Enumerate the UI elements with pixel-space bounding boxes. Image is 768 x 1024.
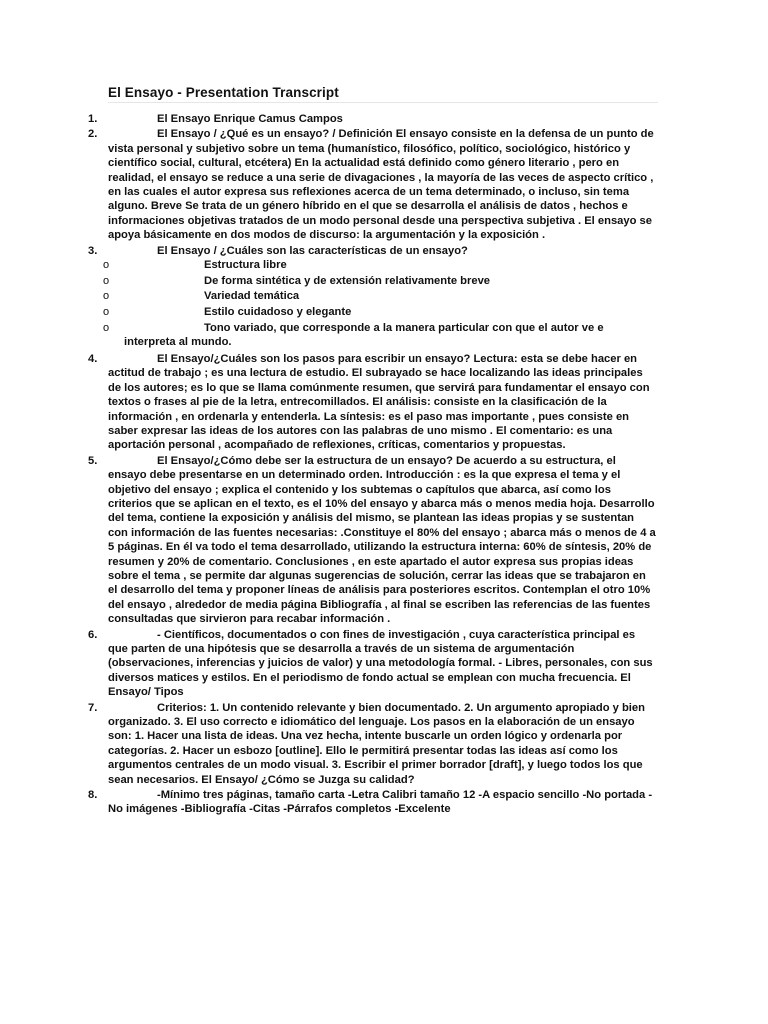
item-text: El Ensayo/¿Cómo debe ser la estructura de un ensayo? De acuerdo a su estructura, el ensayo debe presentarse en un determinado orden. Introducción : es la que expresa el tema y el objetivo del ensayo ; explica el contenido y los subtemas o capítulos que abarca, así como los criterios que se aplican en el texto, es el 10% del ensayo y abarca más o menos media hoja. Desarrollo del tema, contiene la exposición y análisis del mismo, se plantean las ideas propias y se sustentan con información de las fuentes necesarias: .Constituye el 80% del ensayo ; abarca más o menos de 4 a 5 páginas. En él va todo el tema desarrollado, utilizando la estructura interna: 60% de síntesis, 20% de resumen y 20% de comentario. Conclusiones , en este apartado el autor expresa sus propias ideas sobre el tema , se permite dar algunas sugerencias de solución, cerrar las ideas que se trabajaron en el desarrollo del tema y proponer líneas de análisis para posteriores escritos. Contemplan el otro 10% del ensayo , alrededor de media página Bibliografía , al final se escriben las referencias de las fuentes consultadas que sirvieron para recabar información . <box>108 454 656 626</box>
bullet-text: Tono variado, que corresponde a la manera particular con que el autor ve e interpreta al mundo. <box>124 322 604 349</box>
item-text: - Científicos, documentados o con fines de investigación , cuya característica principal es que parten de una hipótesis que se desarrolla a través de un sistema de argumentación (observaciones, inferencias y juicios de valor) y una metodología formal. - Libres, personales, con sus diversos matices y estilos. En el periodismo de fondo actual se emplean con mucha frecuencia. El Ensayo/ Tipos <box>108 628 653 699</box>
item-number: 5. <box>88 454 98 467</box>
bullet-item <box>0 321 768 350</box>
transcript-item-5 <box>0 454 768 627</box>
item-text: El Ensayo / ¿Qué es un ensayo? / Definición El ensayo consiste en la defensa de un punto de vista personal y subjetivo sobre un tema (humanístico, filosófico, político, sociológico, histórico y científico social, cultural, etcétera) En la actualidad está definido como género literario , pero en realidad, el ensayo se reduce a una serie de divagaciones , la mayoría de las veces de aspecto crítico , en las cuales el autor expresa sus reflexiones acerca de un tema determinado, o incluso, sin tema alguno. Breve Se trata de un género híbrido en el que se desarrolla el análisis de datos , hechos e informaciones objetivas tratados de un modo personal desde una perspectiva subjetiva . El ensayo se apoya básicamente en dos modos de discurso: la argumentación y la exposición . <box>108 128 654 242</box>
transcript-list <box>0 112 768 817</box>
bullet-item <box>0 258 768 274</box>
item-text: El Ensayo Enrique Camus Campos <box>157 113 343 125</box>
item-text: El Ensayo / ¿Cuáles son las características de un ensayo? <box>157 244 468 257</box>
page-title: El Ensayo - Presentation Transcript <box>108 85 339 100</box>
bullet-marker: o <box>103 259 110 272</box>
bullet-text: Estructura libre <box>204 259 287 272</box>
item-number: 6. <box>88 628 98 641</box>
item-number: 8. <box>88 789 98 802</box>
item-text: El Ensayo/¿Cuáles son los pasos para escribir un ensayo? Lectura: esta se debe hacer en actitud de trabajo ; es una lectura de estudio. El subrayado se hace localizando las ideas principales de los autores; es lo que se llama comúnmente resumen, que servirá para fundamentar el ensayo con textos o frases al pie de la letra, entrecomillados. El análisis: consiste en la clasificación de la información , en ordenarla y entenderla. La síntesis: es el paso mas importante , pues consiste en saber expresar las ideas de los autores con las palabras de uno mismo . El comentario: es una aportación personal , acompañado de reflexiones, críticas, comentarios y propuestas. <box>108 352 650 452</box>
item-text: Criterios: 1. Un contenido relevante y bien documentado. 2. Un argumento apropiado y bien organizado. 3. El uso correcto e idiomático del lenguaje. Los pasos en la elaboración de un ensayo son: 1. Hacer una lista de ideas. Una vez hecha, intente buscarle un orden lógico y ordenarla por categorías. 2. Hacer un esbozo [outline]. Ello le permitirá presentar todas las ideas así como los argumentos centrales de un modo visual. 3. Escribir el primer borrador [draft], y luego todos los que sean necesarios. El Ensayo/ ¿Cómo se Juzga su calidad? <box>108 701 645 786</box>
item-number: 3. <box>88 244 98 257</box>
bullet-text: Variedad temática <box>204 290 300 303</box>
transcript-item-2 <box>0 127 768 242</box>
transcript-item-4 <box>0 352 768 453</box>
item-number: 4. <box>88 352 98 365</box>
bullet-text: De forma sintética y de extensión relativamente breve <box>204 274 491 287</box>
bullet-marker: o <box>103 274 110 287</box>
bullet-marker: o <box>103 305 110 318</box>
bullet-text: Estilo cuidadoso y elegante <box>204 305 352 318</box>
item-number: 2. <box>88 128 98 141</box>
bullet-marker: o <box>103 290 110 303</box>
title-divider <box>108 102 658 103</box>
bullet-marker: o <box>103 322 110 335</box>
bullet-item <box>0 274 768 290</box>
item-number: 1. <box>88 113 98 125</box>
bullet-item <box>0 305 768 321</box>
transcript-item-7 <box>0 701 768 787</box>
transcript-item-6 <box>0 628 768 700</box>
transcript-item-1 <box>0 112 768 126</box>
bullet-item <box>0 289 768 305</box>
item-number: 7. <box>88 701 98 714</box>
transcript-item-8 <box>0 788 768 817</box>
item-text: -Mínimo tres páginas, tamaño carta -Letra Calibri tamaño 12 -A espacio sencillo -No portada -No imágenes -Bibliografía -Citas -Párrafos completos -Excelente <box>108 789 653 816</box>
transcript-item-3 <box>0 244 768 258</box>
